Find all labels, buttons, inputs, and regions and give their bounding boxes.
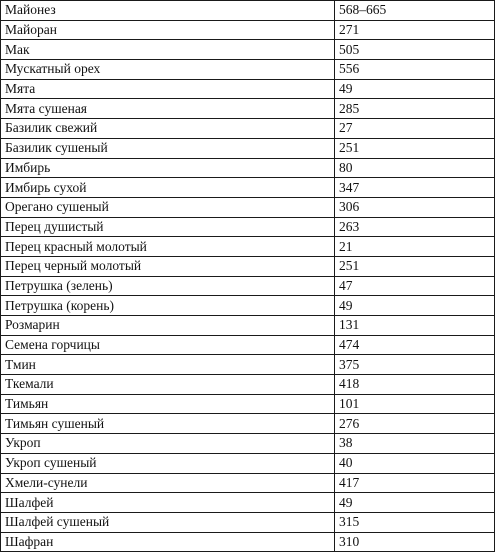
table-body: [1, 1, 495, 552]
table-row: [1, 394, 495, 414]
table-row: [1, 316, 495, 336]
product-name-cell: Тмин: [1, 355, 335, 375]
product-name-cell: Имбирь сухой: [1, 178, 335, 198]
product-value-cell: 38: [335, 434, 495, 454]
product-value-cell: 474: [335, 335, 495, 355]
product-value-cell: 310: [335, 532, 495, 552]
table-row: [1, 119, 495, 139]
product-value-cell: 47: [335, 276, 495, 296]
product-name-cell: Мята сушеная: [1, 99, 335, 119]
product-name-cell: Семена горчицы: [1, 335, 335, 355]
product-value-cell: 40: [335, 453, 495, 473]
product-value-cell: 347: [335, 178, 495, 198]
product-name-cell: Шалфей сушеный: [1, 512, 335, 532]
product-name-cell: Укроп сушеный: [1, 453, 335, 473]
table-row: [1, 99, 495, 119]
product-name-cell: Майоран: [1, 20, 335, 40]
product-value-cell: 375: [335, 355, 495, 375]
table-row: [1, 178, 495, 198]
product-value-cell: 251: [335, 138, 495, 158]
product-name-cell: Майонез: [1, 1, 335, 21]
product-name-cell: Розмарин: [1, 316, 335, 336]
table-row: [1, 138, 495, 158]
table-row: [1, 256, 495, 276]
product-value-cell: 21: [335, 237, 495, 257]
product-name-cell: Мята: [1, 79, 335, 99]
product-value-cell: 49: [335, 79, 495, 99]
table-row: [1, 355, 495, 375]
table-row: [1, 40, 495, 60]
product-value-cell: 263: [335, 217, 495, 237]
table-row: [1, 375, 495, 395]
table-row: [1, 79, 495, 99]
product-value-cell: 417: [335, 473, 495, 493]
product-value-cell: 27: [335, 119, 495, 139]
product-name-cell: Шалфей: [1, 493, 335, 513]
product-name-cell: Базилик сушеный: [1, 138, 335, 158]
product-name-cell: Хмели-сунели: [1, 473, 335, 493]
table-row: [1, 217, 495, 237]
table-row: [1, 453, 495, 473]
table-row: [1, 20, 495, 40]
product-value-cell: 285: [335, 99, 495, 119]
table-row: [1, 60, 495, 80]
product-name-cell: Петрушка (корень): [1, 296, 335, 316]
table-row: [1, 473, 495, 493]
product-name-cell: Ткемали: [1, 375, 335, 395]
table-row: [1, 276, 495, 296]
table-row: [1, 158, 495, 178]
product-name-cell: Шафран: [1, 532, 335, 552]
product-name-cell: Петрушка (зелень): [1, 276, 335, 296]
product-value-cell: 101: [335, 394, 495, 414]
product-value-cell: 271: [335, 20, 495, 40]
product-name-cell: Перец красный молотый: [1, 237, 335, 257]
product-value-cell: 306: [335, 197, 495, 217]
product-name-cell: Мак: [1, 40, 335, 60]
table-row: [1, 1, 495, 21]
product-value-cell: 49: [335, 296, 495, 316]
product-value-cell: 276: [335, 414, 495, 434]
table-row: [1, 237, 495, 257]
product-name-cell: Орегано сушеный: [1, 197, 335, 217]
product-name-cell: Перец черный молотый: [1, 256, 335, 276]
product-value-cell: 505: [335, 40, 495, 60]
table-row: [1, 532, 495, 552]
product-value-cell: 251: [335, 256, 495, 276]
product-value-cell: 80: [335, 158, 495, 178]
table-row: [1, 434, 495, 454]
product-name-cell: Базилик свежий: [1, 119, 335, 139]
product-name-cell: Тимьян сушеный: [1, 414, 335, 434]
product-value-cell: 556: [335, 60, 495, 80]
product-value-cell: 49: [335, 493, 495, 513]
table-row: [1, 414, 495, 434]
table-row: [1, 335, 495, 355]
product-name-cell: Перец душистый: [1, 217, 335, 237]
product-value-cell: 568–665: [335, 1, 495, 21]
product-name-cell: Тимьян: [1, 394, 335, 414]
table-row: [1, 512, 495, 532]
table-row: [1, 493, 495, 513]
product-value-cell: 315: [335, 512, 495, 532]
product-value-cell: 131: [335, 316, 495, 336]
table-row: [1, 296, 495, 316]
product-name-cell: Укроп: [1, 434, 335, 454]
product-value-cell: 418: [335, 375, 495, 395]
table-row: [1, 197, 495, 217]
product-name-cell: Мускатный орех: [1, 60, 335, 80]
product-name-cell: Имбирь: [1, 158, 335, 178]
